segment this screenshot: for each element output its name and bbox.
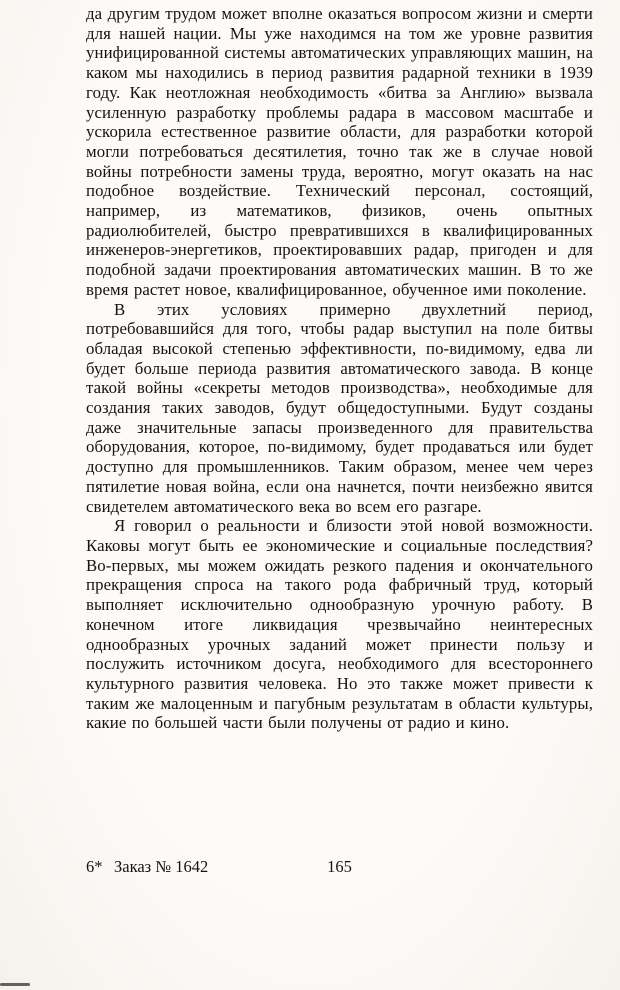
body-text [86, 4, 593, 733]
printer-signature: 6* [86, 857, 103, 876]
page-number: 165 [327, 857, 352, 876]
paragraph: Я говорил о реальности и близости этой новой возможности. Каковы могут быть ее экономические и социальные последствия? Во-первых, мы можем ожидать резкого падения и окончательного прекращения спроса на такого рода фабричный труд, который выполняет исключительно однообразную урочную работу. В конечном итоге ликвидация чрезвычайно неинтересных однообразных урочных заданий может принести пользу и послужить источником досуга, необходимого для всестороннего культурного развития человека. Но это также может привести к таким же малоценным и пагубным результатам в области культуры, какие по большей части были получены от радио и кино. [86, 516, 593, 733]
paragraph: В этих условиях примерно двухлетний период, потребовавшийся для того, чтобы радар выступил на поле битвы обладая высокой степенью эффективности, по-видимому, едва ли будет больше периода развития автоматического завода. В конце такой войны «секреты методов производства», необходимые для создания таких заводов, будут общедоступными. Будут созданы даже значительные запасы произведенного для правительства оборудования, которое, по-видимому, будет продаваться или будет доступно для промышленников. Таким образом, менее чем через пятилетие новая война, если она начнется, почти неизбежно явится свидетелем автоматического века во всем его разгаре. [86, 299, 593, 516]
page-footer [86, 857, 593, 879]
print-order-number: Заказ № 1642 [114, 857, 209, 876]
paragraph-continuation: да другим трудом может вполне оказаться вопросом жизни и смерти для нашей нации. Мы уже находимся на том же уровне развития унифицированной системы автоматических управляющих машин, на каком мы находились в период развития радарной техники в 1939 году. Как неотложная необходимость «битва за Англию» вызвала усиленную разработку проблемы радара в массовом масштабе и ускорила естественное развитие области, для разработки которой могли потребоваться десятилетия, точно так же в случае новой войны потребности замены труда, вероятно, могут оказать на нас подобное воздействие. Технический персонал, состоящий, например, из математиков, физиков, очень опытных радиолюбителей, быстро превратившихся в квалифицированных инженеров-энергетиков, проектировавших радар, пригоден и для подобной задачи проектирования автоматических машин. В то же время растет новое, квалифицированное, обученное ими поколение. [86, 4, 593, 299]
scan-artifact-mark [0, 983, 30, 986]
